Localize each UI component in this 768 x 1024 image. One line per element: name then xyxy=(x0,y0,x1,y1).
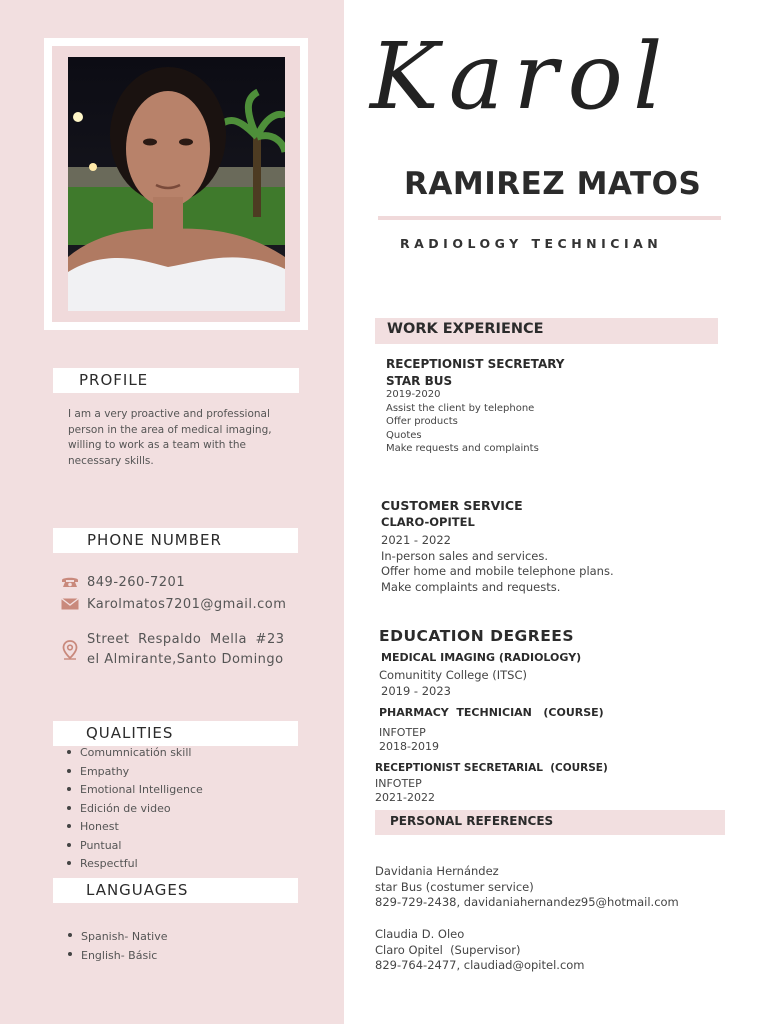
qualities-heading: QUALITIES xyxy=(86,724,174,742)
qualities-list xyxy=(66,744,203,874)
reference-org: star Bus (costumer service) xyxy=(375,879,534,894)
phone-number: 849-260-7201 xyxy=(87,574,186,590)
job-title: RADIOLOGY TECHNICIAN xyxy=(400,236,663,251)
languages-list xyxy=(67,927,168,965)
profile-heading: PROFILE xyxy=(79,371,149,389)
degree-years: 2019 - 2023 xyxy=(381,683,451,698)
languages-heading: LANGUAGES xyxy=(86,881,189,899)
work-heading-band xyxy=(375,318,718,344)
degree-title: MEDICAL IMAGING (RADIOLOGY) xyxy=(381,651,582,664)
reference-entry xyxy=(375,864,679,911)
work-heading: WORK EXPERIENCE xyxy=(387,321,544,337)
divider xyxy=(378,216,721,220)
reference-name: Davidania Hernández xyxy=(375,864,499,878)
degree-years: 2018-2019 xyxy=(379,740,439,753)
list-item: Emotional Intelligence xyxy=(66,781,203,800)
degree-school: INFOTEP xyxy=(375,777,422,790)
reference-name: Claudia D. Oleo xyxy=(375,927,465,941)
profile-line: willing to work as a team with the xyxy=(68,439,246,451)
job-company: CLARO-OPITEL xyxy=(381,515,475,529)
job-years: 2021 - 2022 xyxy=(381,533,451,547)
profile-summary xyxy=(68,407,290,469)
degree-school: Comunitity College (ITSC) xyxy=(379,668,527,682)
email-address: Karolmatos7201@gmail.com xyxy=(87,596,287,612)
profile-heading-band xyxy=(53,368,299,393)
address-row xyxy=(60,630,285,670)
degree-title: PHARMACY TECHNICIAN (COURSE) xyxy=(379,706,604,719)
first-name-script xyxy=(362,18,722,138)
profile-line: necessary skills. xyxy=(68,454,154,467)
profile-line: person in the area of medical imaging, xyxy=(68,423,272,436)
email-row xyxy=(60,596,286,612)
profile-photo xyxy=(68,57,285,311)
job-details xyxy=(381,533,614,595)
list-item: English- Básic xyxy=(67,946,168,965)
job-duty: In-person sales and services. xyxy=(381,548,548,563)
contact-heading: PHONE NUMBER xyxy=(87,531,222,549)
contact-heading-band xyxy=(53,528,298,553)
degree-school: INFOTEP xyxy=(379,726,426,739)
job-role: RECEPTIONIST SECRETARY xyxy=(386,357,565,371)
list-item: Honest xyxy=(66,818,203,837)
phone-icon xyxy=(60,574,80,590)
degree-title: RECEPTIONIST SECRETARIAL (COURSE) xyxy=(375,762,608,774)
last-name: RAMIREZ MATOS xyxy=(404,166,702,202)
job-role: CUSTOMER SERVICE xyxy=(381,498,523,513)
degree-details xyxy=(375,777,435,805)
list-item: Comumnicatión skill xyxy=(66,744,203,763)
list-item: Spanish- Native xyxy=(67,927,168,946)
education-heading: EDUCATION DEGREES xyxy=(379,627,575,645)
phone-row xyxy=(60,574,185,590)
job-duty: Make complaints and requests. xyxy=(381,579,561,594)
degree-details xyxy=(379,668,527,699)
job-company: STAR BUS xyxy=(386,374,453,388)
job-duty: Offer home and mobile telephone plans. xyxy=(381,564,614,578)
list-item: Empathy xyxy=(66,763,203,782)
degree-details xyxy=(379,726,439,754)
reference-contact: 829-764-2477, claudiad@opitel.com xyxy=(375,958,585,973)
qualities-heading-band xyxy=(53,721,298,746)
job-duty: Make requests and complaints xyxy=(386,443,539,454)
job-duty: Offer products xyxy=(386,416,458,427)
first-name: Karol xyxy=(370,23,673,130)
job-duty: Assist the client by telephone xyxy=(386,402,535,414)
list-item: Respectful xyxy=(66,855,203,874)
languages-heading-band xyxy=(53,878,298,903)
job-duty: Quotes xyxy=(386,429,422,441)
list-item: Edición de video xyxy=(66,800,203,819)
location-pin-icon xyxy=(60,630,80,670)
references-heading: PERSONAL REFERENCES xyxy=(390,814,554,828)
list-item: Puntual xyxy=(66,837,203,856)
address-line: Street Respaldo Mella #23 xyxy=(87,632,285,647)
mail-icon xyxy=(60,596,80,612)
references-heading-band xyxy=(375,810,725,835)
job-years: 2019-2020 Assist the client by telephone Offer products Quotes Make requests and complaints xyxy=(386,389,539,454)
reference-contact: 829-729-2438, davidaniahernandez95@hotmail.com xyxy=(375,895,679,910)
address-line: el Almirante,Santo Domingo xyxy=(87,652,284,667)
profile-line: I am a very proactive and professional xyxy=(68,408,270,420)
degree-years: 2021-2022 xyxy=(375,791,435,804)
profile-photo-image xyxy=(68,57,285,311)
reference-org: Claro Opitel (Supervisor) xyxy=(375,942,521,957)
reference-entry xyxy=(375,927,585,974)
